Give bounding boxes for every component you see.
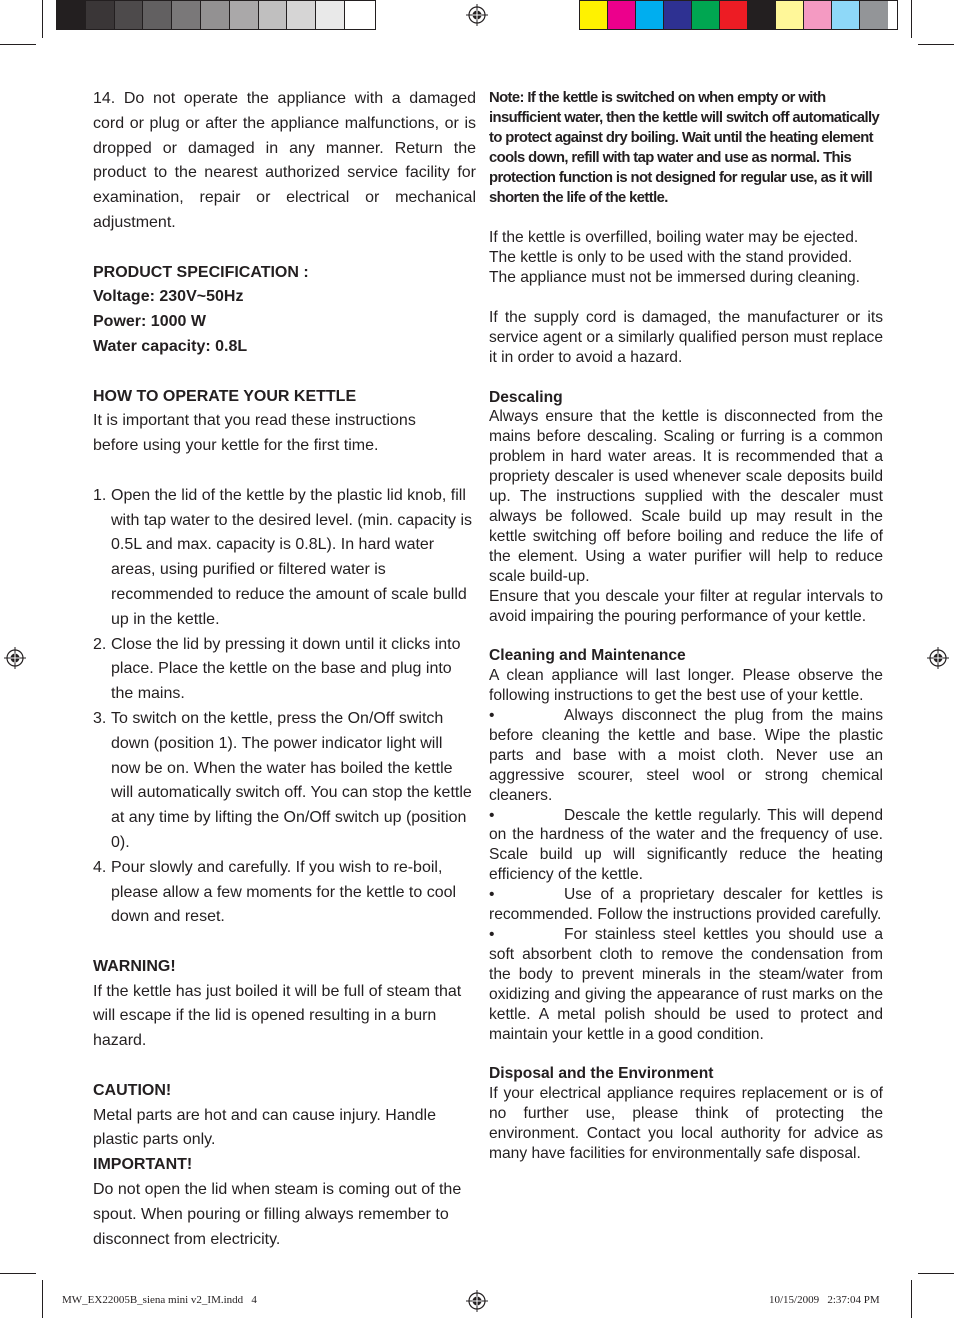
bullet-text: Use of a proprietary descaler for kettles is recommended. Follow the instructions provided carefully. xyxy=(489,886,883,924)
color-swatch xyxy=(230,1,259,29)
color-swatch xyxy=(316,1,345,29)
descaling-text: Always ensure that the kettle is disconnected from the mains before descaling. Scaling or furring is a common problem in hard water areas. It is recommended that a propriety descaler is used whenever scale deposits build up. The instructions supplied with the descaler must always be followed. Scale build up may result in the kettle switching off before boiling and reduce the life of the element. Using a water purifier will help to reduce scale build-up. xyxy=(489,408,883,585)
crop-mark xyxy=(911,1280,912,1318)
caution-text: Metal parts are hot and can cause injury. Handle plastic parts only. xyxy=(93,1106,437,1149)
item-14-text: 14. Do not operate the appliance with a damaged cord or plug or after the appliance malfunctions, or is dropped or damaged in any manner. Return the product to the nearest authorized service facility for examination, repair or electrical or mechanical adjustment. xyxy=(93,90,476,231)
color-swatch xyxy=(57,1,86,29)
footer-file-name: MW_EX22005B_siena mini v2_IM.indd 4 xyxy=(62,1294,257,1306)
registration-mark-icon xyxy=(466,1290,488,1312)
color-swatch xyxy=(86,1,115,29)
caution-heading: CAUTION! xyxy=(93,1081,172,1099)
bullet-text: Always disconnect the plug from the mains before cleaning the kettle and base. Wipe the plastic parts and base with a moist cloth. Never use an aggressive scourer, steel wool or strong chemical cleaners. xyxy=(489,707,883,804)
color-swatch xyxy=(664,1,692,29)
step-item xyxy=(93,856,476,930)
crop-mark xyxy=(0,44,36,45)
operate-heading: HOW TO OPERATE YOUR KETTLE xyxy=(93,387,357,405)
descaling-heading: Descaling xyxy=(489,388,563,406)
bullet-text: Descale the kettle regularly. This will depend on the hardness of the water and the frequency of use. Scale build up will significantly reduce the heating efficiency of the kettle. xyxy=(489,806,883,884)
step-number: 2. xyxy=(93,635,107,653)
right-column xyxy=(489,89,883,1164)
color-swatch xyxy=(201,1,230,29)
color-swatch xyxy=(259,1,288,29)
warning-text: If the kettle has just boiled it will be full of steam that will escape if the lid is opened resulting in a burn hazard. xyxy=(93,982,462,1050)
color-swatch xyxy=(804,1,832,29)
crop-mark xyxy=(0,1273,36,1274)
spec-heading: PRODUCT SPECIFICATION : xyxy=(93,263,309,281)
cleaning-intro: A clean appliance will last longer. Please observe the following instructions to get the best use of your kettle. xyxy=(489,667,883,705)
color-swatch xyxy=(776,1,804,29)
step-number: 1. xyxy=(93,486,107,504)
step-text: Open the lid of the kettle by the plastic lid knob, fill with tap water to the desired level. (min. capacity is 0.5L and max. capacity is 0.8L). In hard water areas, using purified or filtered water is recommended to reduce the amount of scale bulld up in the kettle. xyxy=(111,486,473,628)
bullet-text: For stainless steel kettles you should use a soft absorbent cloth to remove the condensation from the body to prevent minerals in the steam/water from oxidizing and giving the appearance of rust marks on the kettle. A metal polish should be used to protect and maintain your kettle in a good condition. xyxy=(489,926,883,1043)
step-item xyxy=(93,484,476,633)
bullet-icon: • xyxy=(489,806,495,824)
crop-mark xyxy=(911,0,912,38)
color-swatch xyxy=(345,1,374,29)
step-item xyxy=(93,633,476,707)
crop-mark xyxy=(918,44,954,45)
descaling-filter-text: Ensure that you descale your filter at regular intervals to avoid impairing the pouring performance of your kettle. xyxy=(489,587,883,625)
step-item xyxy=(93,707,476,856)
grayscale-color-bar xyxy=(56,0,376,30)
color-swatch xyxy=(748,1,776,29)
step-text: To switch on the kettle, press the On/Off switch down (position 1). The power indicator light will now be on. When the water has boiled the kettle will automatically switch off. You can stop the kettle at any time by lifting the On/Off switch up (position 0). xyxy=(111,709,472,851)
color-swatch xyxy=(860,1,888,29)
operating-steps-list xyxy=(93,484,476,930)
bullet-icon: • xyxy=(489,707,495,725)
registration-mark-icon xyxy=(4,647,26,669)
important-heading: IMPORTANT! xyxy=(93,1156,193,1174)
color-swatch xyxy=(143,1,172,29)
color-swatch xyxy=(720,1,748,29)
cleaning-bullet xyxy=(489,806,883,886)
crop-mark xyxy=(918,1273,954,1274)
registration-mark-icon xyxy=(927,647,949,669)
color-swatch xyxy=(692,1,720,29)
cleaning-bullet xyxy=(489,706,883,806)
color-swatch xyxy=(115,1,144,29)
color-swatch xyxy=(287,1,316,29)
operate-intro: It is important that you read these instructions before using your kettle for the first time. xyxy=(93,412,416,455)
step-number: 4. xyxy=(93,858,107,876)
dry-boil-note: Note: If the kettle is switched on when empty or with insufficient water, then the kettle will switch off automatically to protect against dry boiling. Wait until the heating element cools down, refill with tap water and use as normal. This protection function is not designed for regular use, as it will shorten the life of the kettle. xyxy=(489,90,880,206)
registration-mark-icon xyxy=(466,4,488,26)
color-swatch xyxy=(636,1,664,29)
supply-cord-text: If the supply cord is damaged, the manufacturer or its service agent or a similarly qualified person must replace it in order to avoid a hazard. xyxy=(489,308,883,366)
color-swatch xyxy=(172,1,201,29)
spec-capacity: Water capacity: 0.8L xyxy=(93,337,248,355)
color-swatch xyxy=(608,1,636,29)
bullet-icon: • xyxy=(489,926,495,943)
color-swatch xyxy=(580,1,608,29)
step-text: Close the lid by pressing it down until it clicks into place. Place the kettle on the base and plug into the mains. xyxy=(111,635,461,703)
disposal-heading: Disposal and the Environment xyxy=(489,1065,714,1083)
warning-heading: WARNING! xyxy=(93,957,176,975)
cleaning-bullet xyxy=(489,925,883,1044)
step-text: Pour slowly and carefully. If you wish to re-boil, please allow a few moments for the kettle to cool down and reset. xyxy=(111,858,457,926)
bullet-icon: • xyxy=(489,886,495,904)
disposal-text: If your electrical appliance requires replacement or is of no further use, please think of protecting the environment. Contact you local authority for advice as many have facilities for environmentally safe disposal. xyxy=(489,1085,883,1162)
cleaning-heading: Cleaning and Maintenance xyxy=(489,647,686,665)
crop-mark xyxy=(42,1280,43,1318)
left-column xyxy=(93,87,476,1252)
overfill-text: If the kettle is overfilled, boiling water may be ejected. The kettle is only to be used with the stand provided. The appliance must not be immersed during cleaning. xyxy=(489,229,860,287)
crop-mark xyxy=(42,0,43,38)
cleaning-bullet xyxy=(489,885,883,925)
color-swatch xyxy=(832,1,860,29)
process-color-bar xyxy=(579,0,898,30)
step-number: 3. xyxy=(93,709,107,727)
footer-timestamp: 10/15/2009 2:37:04 PM xyxy=(769,1294,880,1306)
spec-voltage: Voltage: 230V~50Hz xyxy=(93,288,244,306)
important-text: Do not open the lid when steam is coming out of the spout. When pouring or filling always remember to disconnect from electricity. xyxy=(93,1181,462,1248)
spec-power: Power: 1000 W xyxy=(93,313,206,331)
